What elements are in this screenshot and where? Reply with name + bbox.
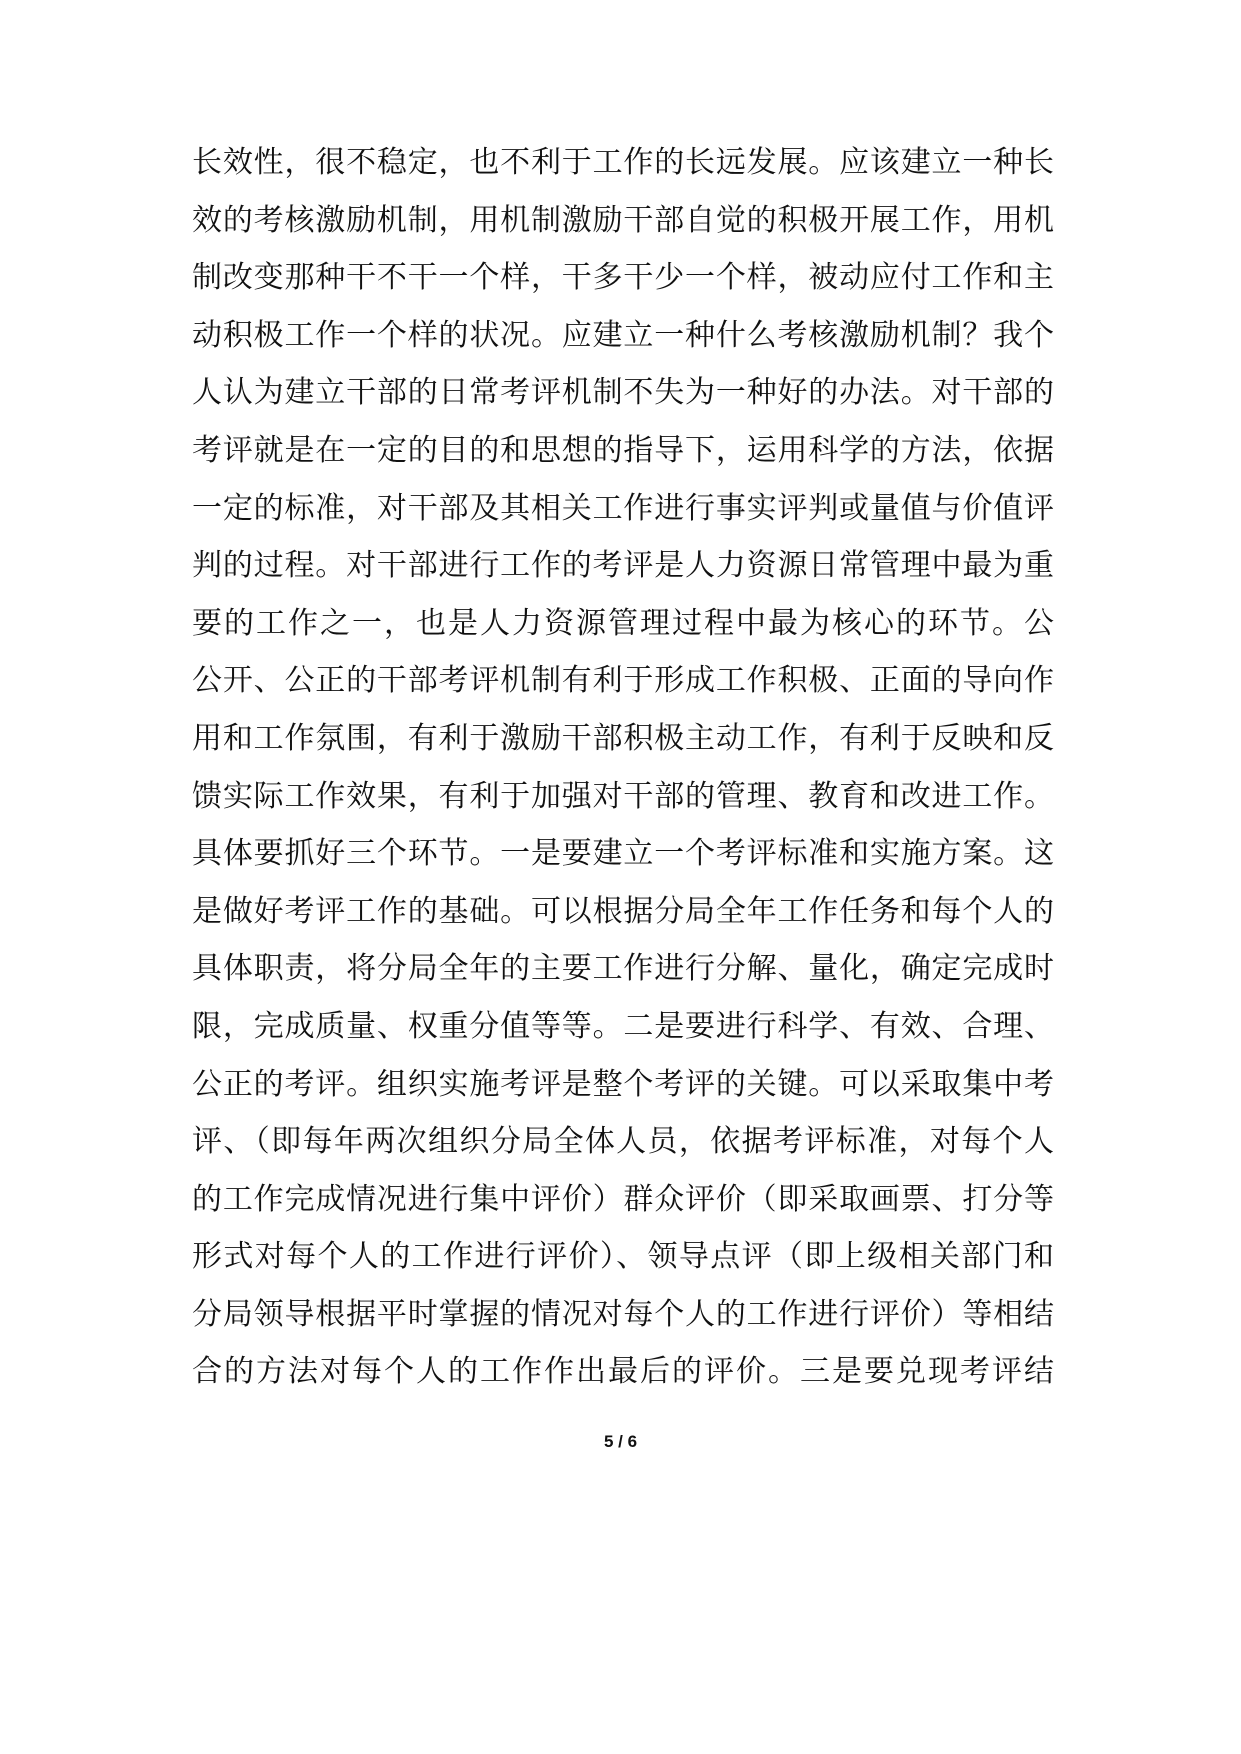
text-line: 要的工作之一，也是人力资源管理过程中最为核心的环节。公 — [192, 605, 1054, 641]
text-line: 长效性，很不稳定，也不利于工作的长远发展。应该建立一种长 — [192, 145, 1054, 180]
text-line: 用和工作氛围，有利于激励干部积极主动工作，有利于反映和反 — [192, 720, 1054, 756]
text-line: 公开、公正的干部考评机制有利于形成工作积极、正面的导向作 — [192, 663, 1054, 699]
body-text — [192, 134, 1054, 1401]
text-line: 形式对每个人的工作进行评价）、领导点评（即上级相关部门和 — [192, 1239, 1054, 1275]
text-line: 合的方法对每个人的工作作出最后的评价。三是要兑现考评结 — [192, 1354, 1054, 1390]
text-line: 馈实际工作效果，有利于加强对干部的管理、教育和改进工作。 — [192, 778, 1054, 814]
text-line: 效的考核激励机制，用机制激励干部自觉的积极开展工作，用机 — [192, 202, 1054, 238]
text-line: 的工作完成情况进行集中评价）群众评价（即采取画票、打分等 — [192, 1181, 1054, 1217]
text-line: 一定的标准，对干部及其相关工作进行事实评判或量值与价值评 — [192, 490, 1054, 526]
text-line: 公正的考评。组织实施考评是整个考评的关键。可以采取集中考 — [192, 1066, 1054, 1102]
text-line: 分局领导根据平时掌握的情况对每个人的工作进行评价）等相结 — [192, 1296, 1054, 1332]
text-line: 人认为建立干部的日常考评机制不失为一种好的办法。对干部的 — [192, 375, 1054, 411]
text-line: 动积极工作一个样的状况。应建立一种什么考核激励机制？我个 — [192, 317, 1054, 353]
text-line: 制改变那种干不干一个样，干多干少一个样，被动应付工作和主 — [192, 260, 1054, 296]
page-number: 5 / 6 — [603, 1432, 638, 1451]
text-line: 考评就是在一定的目的和思想的指导下，运用科学的方法，依据 — [192, 432, 1054, 468]
text-line: 评、（即每年两次组织分局全体人员，依据考评标准，对每个人 — [192, 1124, 1054, 1160]
text-line: 具体职责，将分局全年的主要工作进行分解、量化，确定完成时 — [192, 951, 1054, 987]
text-line: 判的过程。对干部进行工作的考评是人力资源日常管理中最为重 — [192, 548, 1054, 584]
text-line: 限，完成质量、权重分值等等。二是要进行科学、有效、合理、 — [192, 1008, 1054, 1044]
text-line: 是做好考评工作的基础。可以根据分局全年工作任务和每个人的 — [192, 893, 1054, 929]
text-line: 具体要抓好三个环节。一是要建立一个考评标准和实施方案。这 — [192, 836, 1054, 872]
